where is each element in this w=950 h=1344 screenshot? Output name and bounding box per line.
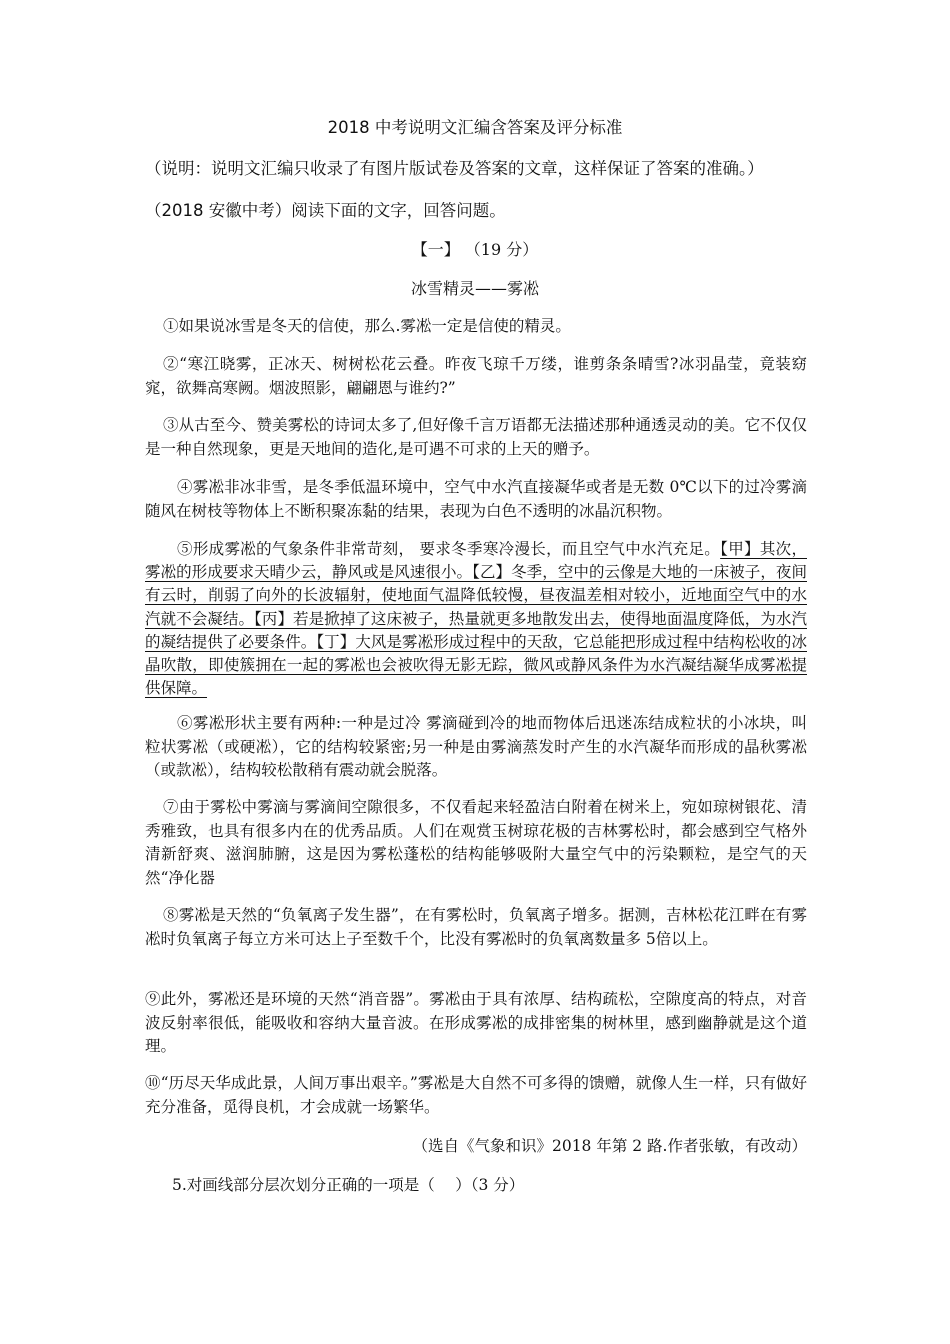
paragraph-10: ⑩“历尽天华成此景，人间万事出艰辛。”雾凇是大自然不可多得的馈赠，就像人生一样，只有做好充分准备，觅得良机，才会成就一场繁华。 (145, 1074, 807, 1116)
article-title: 冰雪精灵——雾凇 (410, 279, 539, 298)
paragraph-1: ①如果说冰雪是冬天的信使，那么.雾凇一定是信使的精灵。 (163, 317, 571, 335)
article-citation: （选自《气象和识》2018 年第 2 路.作者张敏，有改动） (412, 1137, 807, 1155)
paragraph-9: ⑨此外，雾凇还是环境的天然“消音器”。雾凇由于具有浓厚、结构疏松，空隙度高的特点，对音波反射率很低，能吸收和容纳大量音波。在形成雾凇的成排密集的树林里，感到幽静就是这个道理。 (145, 990, 807, 1055)
compilation-note: （说明：说明文汇编只收录了有图片版试卷及答案的文章，这样保证了答案的准确。） (145, 159, 764, 178)
underlined-passage: 【甲】其次，雾凇的形成要求天晴少云，静风或是风速很小。【乙】冬季，空中的云像是大地的一床被子，夜间有云时，削弱了向外的长波辐射，使地面气温降低较慢，昼夜温差相对较小，近地面空气中的水汽就不会凝结。【丙】若是掀掉了这床被子，热量就更多地散发出去，使得地面温度降低，为水汽的凝结提供了必要条件。【丁】大风是雾凇形成过程中的天敌，它总能把形成过程中结构松收的冰晶吹散，即使簇拥在一起的雾凇也会被吹得无影无踪，微风或静风条件为水汽凝结凝华成雾凇提供保障。 (145, 540, 807, 698)
document-title: 2018 中考说明文汇编含答案及评分标准 (327, 118, 623, 137)
paragraph-2: ②“寒江晓雾，正冰天、树树松花云叠。昨夜飞琼千万缕，谁剪条条晴雪?冰羽晶莹，竟装窈窕，欲舞高寒阙。烟波照影，翩翩恩与谁约?” (145, 355, 807, 397)
paragraph-7: ⑦由于雾松中雾滴与雾滴间空隙很多，不仅看起来轻盈洁白附着在树米上，宛如琼树银花、清秀雅致，也具有很多内在的优秀品质。人们在观赏玉树琼花极的吉林雾松时，都会感到空气格外清新舒爽、滋润肺腑，这是因为雾松蓬松的结构能够吸附大量空气中的污染颗粒，是空气的天然“净化器 (145, 798, 807, 887)
paragraph-6: ⑥雾凇形状主要有两种:一种是过冷 雾滴碰到冷的地而物体后迅迷冻结成粒状的小冰块，叫粒状雾凇（或硬凇），它的结构较紧密;另一种是由雾滴蒸发时产生的水汽凝华而形成的晶秋雾凇（或款凇），结构较松散稍有震动就会脱落。 (145, 714, 807, 779)
paragraph-5 (145, 538, 807, 700)
paragraph-5-intro: ⑤形成雾凇的气象条件非常苛刻， 要求冬季寒冷漫长，而且空气中水汽充足。 (177, 540, 721, 558)
exam-source: （2018 安徽中考）阅读下面的文字，回答问题。 (145, 201, 506, 220)
paragraph-3: ③从古至今、赞美雾松的诗词太多了,但好像千言万语都无法描述那种通透灵动的美。它不仅仅是一种自然现象，更是天地间的造化,是可遇不可求的上天的赠予。 (145, 416, 807, 458)
paragraph-8: ⑧雾凇是天然的“负氧离子发生器”，在有雾松时，负氧离子增多。据测，吉林松花江畔在有雾凇时负氧离子每立方米可达上子至数千个，比没有雾凇时的负氧离数量多 5倍以上。 (145, 906, 807, 948)
question-5: 5.对画线部分层次划分正确的一项是（ ）（3 分） (172, 1176, 525, 1194)
paragraph-4: ④雾凇非冰非雪，是冬季低温环境中，空气中水汽直接凝华或者是无数 0℃以下的过冷雾滴随风在树枝等物体上不断积聚冻黏的结果，表现为白色不透明的冰晶沉积物。 (145, 478, 807, 520)
section-heading: 【一】 （19 分） (411, 240, 539, 259)
